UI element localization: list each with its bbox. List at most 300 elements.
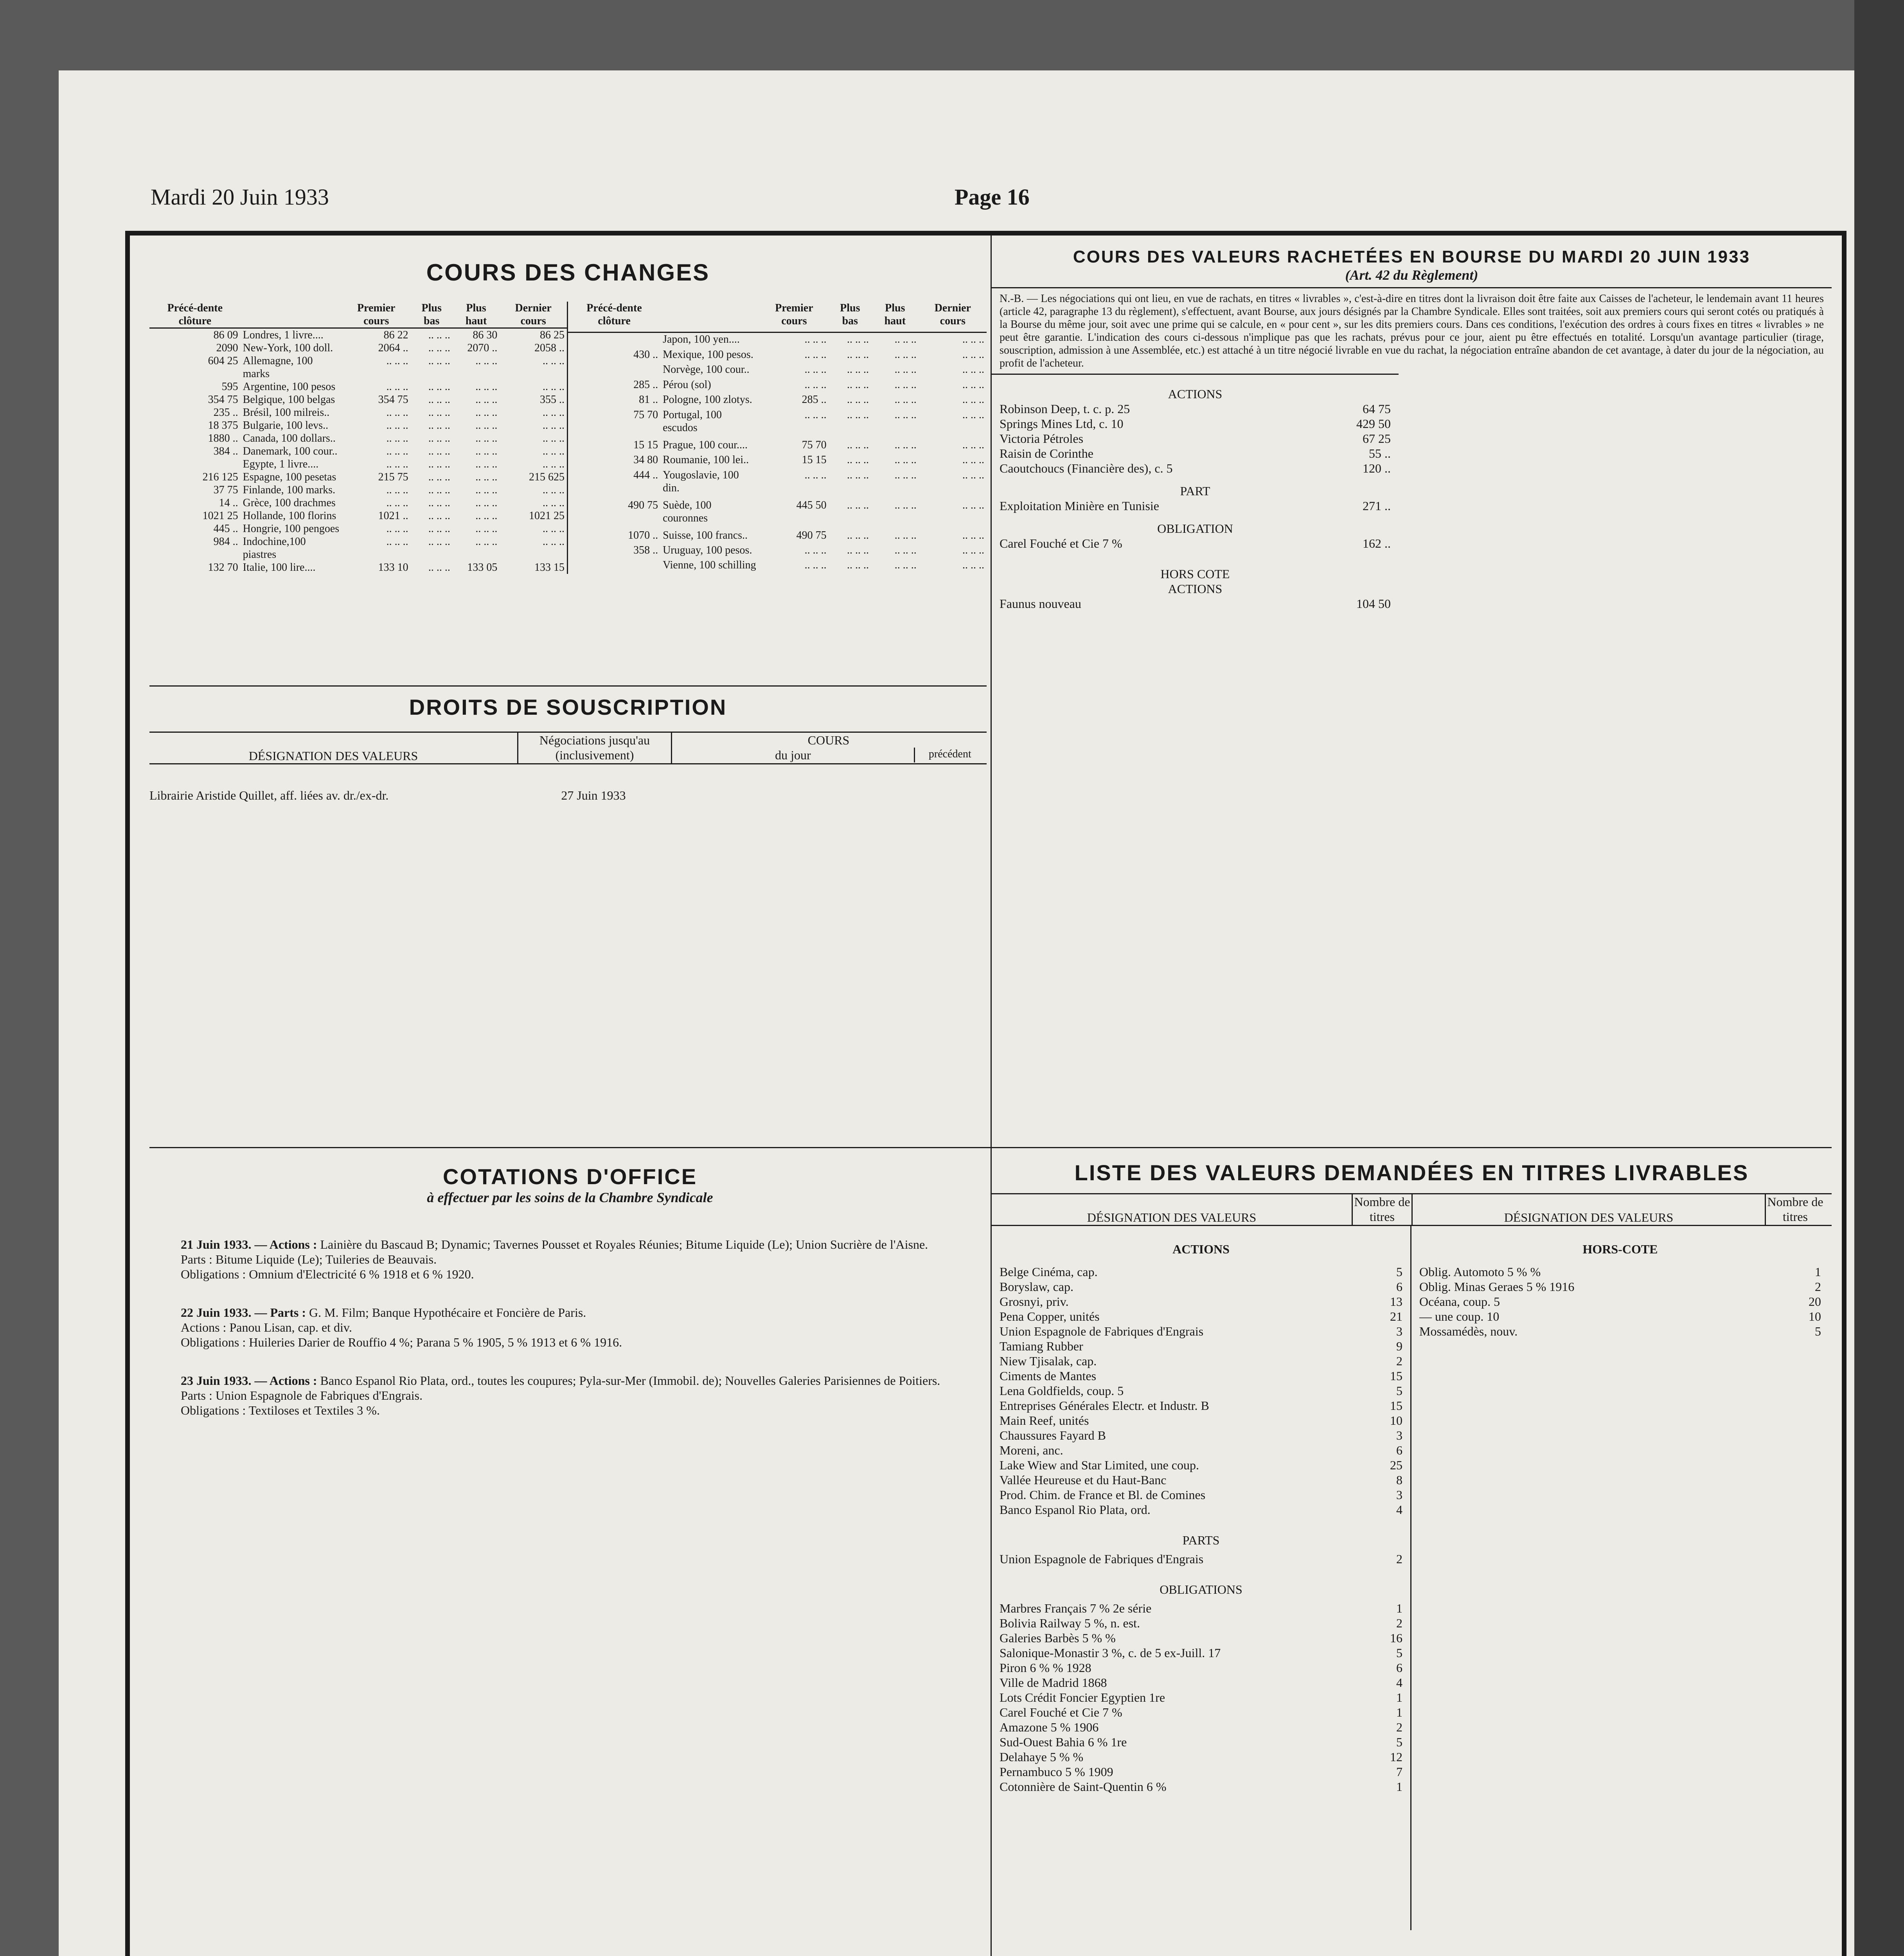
office-entry-oblig: Obligations : Omnium d'Electricité 6 % 1918 et 6 % 1920. — [181, 1267, 474, 1281]
header-date: Mardi 20 Juin 1933 — [151, 184, 329, 210]
changes-cell: .. .. .. — [475, 484, 498, 496]
changes-cell: Argentine, 100 pesos — [243, 381, 336, 393]
rachetees-action-label: Caoutchoucs (Financière des), c. 5 — [1000, 461, 1173, 475]
changes-cell: Espagne, 100 pesetas — [243, 471, 336, 483]
livrables-action-label: Moreni, anc. — [1000, 1443, 1063, 1457]
changes-cell: 2090 — [216, 342, 238, 354]
livrables-oblig-value: 2 — [1396, 1616, 1402, 1630]
changes-cell: Belgique, 100 belgas — [243, 394, 335, 406]
changes-cell: Italie, 100 lire.... — [243, 561, 316, 573]
rachetees-action-row — [1000, 431, 1391, 446]
livrables-hors-label: Oblig. Minas Geraes 5 % 1916 — [1419, 1280, 1575, 1294]
changes-col-header: Précé-dente clôture — [568, 302, 660, 333]
livrables-oblig-label: Sud-Ouest Bahia 6 % 1re — [1000, 1735, 1127, 1749]
livrables-action-value: 4 — [1396, 1503, 1402, 1517]
changes-cell: Hongrie, 100 pengoes — [243, 523, 340, 535]
livrables-actions — [1000, 1264, 1402, 1517]
changes-row — [149, 419, 568, 432]
changes-cell: 86 22 — [383, 329, 408, 341]
changes-col-header — [241, 302, 342, 328]
changes-cell: 1021 25 — [529, 510, 565, 522]
changes-cell: 285 .. — [802, 394, 827, 406]
changes-cell: Indochine,100 piastres — [243, 536, 306, 561]
livrables-body — [992, 1225, 1832, 1930]
livrables-oblig-value: 16 — [1390, 1631, 1402, 1645]
droits-col-cours — [671, 733, 985, 763]
livrables-oblig-row — [1000, 1616, 1402, 1631]
changes-cell: .. .. .. — [475, 445, 498, 457]
changes-cell: Yougoslavie, 100 din. — [663, 469, 739, 494]
rachetees-action-value: 55 .. — [1369, 446, 1391, 460]
droits-date: 27 Juin 1933 — [561, 788, 626, 802]
changes-cell: .. .. .. — [475, 471, 498, 483]
changes-cell: .. .. .. — [475, 355, 498, 367]
changes-cell: .. .. .. — [847, 394, 869, 406]
livrables-hors-row — [1419, 1264, 1821, 1279]
changes-cell: .. .. .. — [804, 378, 827, 391]
changes-cell: .. .. .. — [847, 469, 869, 481]
changes-cell: .. .. .. — [543, 484, 565, 496]
livrables-action-row — [1000, 1443, 1402, 1458]
changes-right-table — [568, 302, 987, 574]
livrables-action-label: Chaussures Fayard B — [1000, 1428, 1106, 1442]
changes-row — [149, 458, 568, 471]
changes-cell: .. .. .. — [847, 363, 869, 376]
changes-cell: .. .. .. — [847, 559, 869, 572]
livrables-oblig-label: Galeries Barbès 5 % % — [1000, 1631, 1116, 1645]
changes-cell: Suisse, 100 francs.. — [663, 529, 748, 541]
changes-cell: Pérou (sol) — [663, 378, 711, 391]
changes-cell: .. .. .. — [386, 419, 408, 431]
droits-du-jour-label: du jour — [775, 748, 811, 762]
office-entry — [181, 1373, 967, 1418]
livrables-action-label: Ciments de Mantes — [1000, 1369, 1097, 1383]
office-entry-text: G. M. Film; Banque Hypothécaire et Foncière de Paris. — [309, 1305, 586, 1320]
changes-cell: .. .. .. — [428, 484, 450, 496]
changes-section — [149, 251, 987, 681]
changes-cell: .. .. .. — [847, 348, 869, 361]
rachetees-hors-row — [1000, 596, 1391, 611]
rachetees-part-value: 271 .. — [1363, 499, 1391, 513]
rachetees-oblig-label: Carel Fouché et Cie 7 % — [1000, 536, 1122, 550]
changes-cell: .. .. .. — [847, 454, 869, 466]
livrables-action-row — [1000, 1398, 1402, 1413]
rachetees-list — [992, 374, 1399, 623]
changes-cell: 430 .. — [633, 348, 658, 361]
livrables-oblig-value: 1 — [1396, 1705, 1402, 1719]
rachetees-oblig-value: 162 .. — [1363, 536, 1391, 550]
livrables-section — [991, 1147, 1832, 1956]
livrables-col-designation-left: DÉSIGNATION DES VALEURS — [1087, 1210, 1257, 1224]
changes-cell: .. .. .. — [543, 458, 565, 470]
changes-cell: .. .. .. — [894, 408, 917, 421]
changes-cell: Prague, 100 cour.... — [663, 439, 748, 451]
changes-cell: 444 .. — [633, 469, 658, 481]
changes-cell: .. .. .. — [962, 333, 984, 346]
changes-row — [149, 522, 568, 535]
changes-cell: 34 80 — [633, 454, 658, 466]
changes-header-row — [149, 302, 568, 328]
changes-cell: 235 .. — [213, 406, 238, 419]
changes-cell: 1880 .. — [208, 432, 238, 444]
changes-row — [149, 432, 568, 445]
changes-cell: 37 75 — [213, 484, 238, 496]
rachetees-actions-label: ACTIONS — [1168, 387, 1223, 401]
changes-left-table — [149, 302, 568, 574]
changes-col-header: Plus haut — [453, 302, 500, 328]
changes-cell: 86 25 — [540, 329, 565, 341]
rachetees-hors-cote-label: HORS COTE — [1160, 567, 1230, 581]
livrables-action-value: 10 — [1390, 1413, 1402, 1427]
rachetees-part-label: PART — [1180, 484, 1210, 498]
changes-cell: .. .. .. — [962, 408, 984, 421]
rachetees-action-value: 429 50 — [1356, 417, 1391, 431]
changes-col-header — [660, 302, 759, 333]
livrables-oblig — [1000, 1601, 1402, 1794]
droits-header — [149, 732, 987, 763]
livrables-action-row — [1000, 1472, 1402, 1487]
livrables-action-label: Vallée Heureuse et du Haut-Banc — [1000, 1473, 1167, 1487]
livrables-oblig-row — [1000, 1660, 1402, 1675]
changes-row — [568, 453, 987, 468]
changes-cell: Hollande, 100 florins — [243, 510, 336, 522]
rachetees-action-value: 120 .. — [1363, 461, 1391, 475]
livrables-oblig-label: Delahaye 5 % % — [1000, 1750, 1084, 1764]
livrables-oblig-value: 5 — [1396, 1735, 1402, 1749]
livrables-action-row — [1000, 1428, 1402, 1443]
changes-cell: .. .. .. — [894, 348, 917, 361]
droits-body — [149, 763, 987, 1081]
office-entry-line — [181, 1305, 967, 1320]
changes-cell: Danemark, 100 cour.. — [243, 445, 338, 457]
changes-row — [568, 439, 987, 453]
changes-cell: .. .. .. — [543, 419, 565, 431]
changes-cell: .. .. .. — [428, 432, 450, 444]
changes-cell: Portugal, 100 escudos — [663, 408, 722, 434]
changes-cell: .. .. .. — [475, 510, 498, 522]
changes-col-header: Plus haut — [871, 302, 919, 333]
page-frame — [125, 231, 1846, 1956]
livrables-part-value: 2 — [1396, 1552, 1402, 1566]
livrables-hors-cote-label: HORS-COTE — [1582, 1242, 1658, 1256]
office-entry-text: Lainière du Bascaud B; Dynamic; Tavernes Pousset et Royales Réunies; Bitume Liquide (Le); Union Sucrière de l'Aisne. — [320, 1237, 928, 1251]
changes-cell: 490 75 — [796, 529, 827, 541]
changes-cell: .. .. .. — [847, 439, 869, 451]
changes-title: COURS DES CHANGES — [426, 259, 710, 286]
changes-cell: 445 .. — [213, 523, 238, 535]
changes-cell: .. .. .. — [962, 378, 984, 391]
changes-cell: .. .. .. — [428, 536, 450, 548]
changes-cell: Japon, 100 yen.... — [663, 333, 740, 346]
changes-cell: .. .. .. — [543, 523, 565, 535]
changes-cell: .. .. .. — [847, 499, 869, 511]
rachetees-action-value: 67 25 — [1363, 431, 1391, 446]
changes-cell: 354 75 — [378, 394, 408, 406]
livrables-action-label: Prod. Chim. de France et Bl. de Comines — [1000, 1488, 1206, 1502]
office-entry-date: 21 Juin 1933. — Actions : — [181, 1237, 317, 1251]
changes-cell: .. .. .. — [386, 432, 408, 444]
livrables-part-row — [1000, 1551, 1402, 1566]
livrables-hors-row — [1419, 1294, 1821, 1309]
changes-cell: .. .. .. — [428, 561, 450, 573]
rachetees-title: COURS DES VALEURS RACHETÉES EN BOURSE DU MARDI 20 JUIN 1933 — [1073, 247, 1751, 266]
changes-row — [149, 406, 568, 419]
changes-cell: .. .. .. — [804, 408, 827, 421]
livrables-action-row — [1000, 1354, 1402, 1368]
livrables-hors-row — [1419, 1309, 1821, 1324]
livrables-action-value: 2 — [1396, 1354, 1402, 1368]
changes-row — [149, 342, 568, 354]
office-entry-date: 22 Juin 1933. — Parts : — [181, 1305, 306, 1320]
droits-cours-label: COURS — [807, 733, 850, 747]
livrables-action-value: 15 — [1390, 1369, 1402, 1383]
changes-cell: .. .. .. — [847, 378, 869, 391]
changes-cell: 445 50 — [796, 499, 827, 511]
livrables-part-label: Union Espagnole de Fabriques d'Engrais — [1000, 1552, 1204, 1566]
livrables-oblig-label: Marbres Français 7 % 2e série — [1000, 1601, 1152, 1615]
livrables-action-row — [1000, 1502, 1402, 1517]
changes-cell: 75 70 — [633, 408, 658, 421]
changes-cell: .. .. .. — [543, 445, 565, 457]
livrables-hors-label: Mossamédès, nouv. — [1419, 1324, 1518, 1338]
rachetees-action-label: Robinson Deep, t. c. p. 25 — [1000, 402, 1130, 416]
livrables-left — [992, 1226, 1410, 1930]
changes-cell: .. .. .. — [543, 381, 565, 393]
changes-cell: .. .. .. — [543, 432, 565, 444]
changes-cell: Allemagne, 100 marks — [243, 355, 313, 380]
changes-cell: 2058 .. — [534, 342, 565, 354]
changes-cell: Vienne, 100 schilling — [663, 559, 756, 572]
changes-row — [568, 393, 987, 408]
changes-cell: 1021 25 — [202, 510, 238, 522]
changes-cell: .. .. .. — [475, 458, 498, 470]
changes-row — [568, 378, 987, 393]
livrables-action-row — [1000, 1279, 1402, 1294]
livrables-hors-row — [1419, 1279, 1821, 1294]
changes-cell: .. .. .. — [894, 499, 917, 511]
changes-cell: 2064 .. — [378, 342, 408, 354]
changes-row — [149, 380, 568, 393]
livrables-action-value: 6 — [1396, 1280, 1402, 1294]
changes-cell: 215 625 — [529, 471, 565, 483]
rachetees-action-value: 64 75 — [1363, 402, 1391, 416]
rachetees-oblig — [1000, 536, 1391, 551]
livrables-action-label: Belge Cinéma, cap. — [1000, 1265, 1098, 1279]
changes-cell: .. .. .. — [847, 408, 869, 421]
office-subtitle: à effectuer par les soins de la Chambre Syndicale — [427, 1190, 713, 1205]
changes-cell: .. .. .. — [804, 348, 827, 361]
livrables-action-row — [1000, 1339, 1402, 1354]
office-entry-parts: Parts : Bitume Liquide (Le); Tuileries de Beauvais. — [181, 1252, 437, 1266]
droits-precedent-label: précédent — [914, 748, 985, 762]
livrables-oblig-row — [1000, 1631, 1402, 1645]
livrables-action-value: 13 — [1390, 1294, 1402, 1309]
changes-row — [149, 393, 568, 406]
changes-cell: .. .. .. — [428, 510, 450, 522]
changes-row — [568, 499, 987, 529]
changes-cell: .. .. .. — [962, 454, 984, 466]
changes-cell: .. .. .. — [475, 536, 498, 548]
changes-cell: .. .. .. — [894, 454, 917, 466]
rachetees-action-row — [1000, 416, 1391, 431]
droits-designation: Librairie Aristide Quillet, aff. liées av. dr./ex-dr. — [149, 788, 389, 802]
livrables-action-row — [1000, 1309, 1402, 1324]
livrables-oblig-row — [1000, 1601, 1402, 1616]
rachetees-part — [1000, 498, 1391, 513]
livrables-col-designation-right: DÉSIGNATION DES VALEURS — [1411, 1194, 1765, 1225]
changes-cell: .. .. .. — [543, 406, 565, 419]
livrables-hors-label: — une coup. 10 — [1419, 1309, 1499, 1323]
livrables-action-label: Banco Espanol Rio Plata, ord. — [1000, 1503, 1151, 1517]
livrables-hors-value: 1 — [1815, 1265, 1821, 1279]
changes-cell: 15 15 — [633, 439, 658, 451]
livrables-header — [992, 1193, 1832, 1225]
livrables-action-label: Lena Goldfields, coup. 5 — [1000, 1384, 1124, 1398]
livrables-action-label: Grosnyi, priv. — [1000, 1294, 1069, 1309]
changes-cell: .. .. .. — [475, 381, 498, 393]
changes-cell: .. .. .. — [428, 445, 450, 457]
livrables-hors-value: 10 — [1809, 1309, 1821, 1323]
office-entry-oblig: Obligations : Textiloses et Textiles 3 %. — [181, 1403, 380, 1417]
livrables-oblig-value: 12 — [1390, 1750, 1402, 1764]
changes-cell: .. .. .. — [962, 499, 984, 511]
changes-cell: .. .. .. — [894, 544, 917, 556]
livrables-oblig-row — [1000, 1779, 1402, 1794]
livrables-oblig-label: Lots Crédit Foncier Egyptien 1re — [1000, 1690, 1165, 1704]
changes-cell: .. .. .. — [804, 333, 827, 346]
livrables-oblig-value: 2 — [1396, 1720, 1402, 1734]
livrables-oblig-value: 5 — [1396, 1646, 1402, 1660]
rachetees-action-row — [1000, 446, 1391, 461]
changes-cell: 1070 .. — [628, 529, 658, 541]
rachetees-actions — [1000, 401, 1391, 476]
changes-cell: .. .. .. — [894, 529, 917, 541]
livrables-action-value: 21 — [1390, 1309, 1402, 1323]
livrables-oblig-row — [1000, 1764, 1402, 1779]
changes-cell: .. .. .. — [804, 559, 827, 572]
changes-cell: .. .. .. — [475, 523, 498, 535]
livrables-hors-label: Océana, coup. 5 — [1419, 1294, 1500, 1309]
droits-section — [149, 685, 987, 1135]
rachetees-hors-value: 104 50 — [1356, 597, 1391, 611]
changes-cell: Canada, 100 dollars.. — [243, 432, 336, 444]
changes-cell: Roumanie, 100 lei.. — [663, 454, 749, 466]
livrables-parts — [1000, 1551, 1402, 1566]
changes-cell: .. .. .. — [475, 432, 498, 444]
rachetees-note: N.-B. — Les négociations qui ont lieu, en vue de rachats, en titres « livrables », c'est-à-dire en titres dont la livraison doit être faite aux Caisses de l'acheteur, le lendemain avant 11 heures (article 42, paragraphe 13 du règlement), s'effectuent, avant Bourse, aux jours désignés par la Chambre Syndicale. Elles sont traitées, soit aux premiers cours qui seront cotés ou pratiqués à la Bourse du même jour, soit avec une prime qui se calcule, en « pour cent », sur les dits premiers cours. Dans ces conditions, l'exécution des ordres à cours fixes en titres « livrables » ne peut être garantie. L'indication des cours ci-dessous n'implique pas que les rachats, prévus pour ce jour, aient pu être effectués en totalité. Lorsqu'un avantage particulier (tirage, souscription, admission à une Assemblée, etc.) est attaché à un titre négocié livrable en vue du rachat, la négociation entraîne abandon de cet avantage, à dater du jour de la négociation, au profit de l'acheteur. — [992, 287, 1832, 374]
livrables-oblig-row — [1000, 1720, 1402, 1735]
rachetees-hors — [1000, 596, 1391, 611]
changes-header-row — [568, 302, 987, 333]
changes-cell: 133 05 — [467, 561, 498, 573]
changes-row — [149, 535, 568, 561]
changes-cell: .. .. .. — [386, 536, 408, 548]
livrables-action-row — [1000, 1294, 1402, 1309]
changes-row — [568, 544, 987, 559]
livrables-action-value: 25 — [1390, 1458, 1402, 1472]
changes-row — [568, 469, 987, 499]
livrables-action-value: 15 — [1390, 1399, 1402, 1413]
changes-row — [568, 333, 987, 348]
changes-cell — [568, 559, 660, 574]
rachetees-action-row — [1000, 461, 1391, 476]
changes-cell: 75 70 — [802, 439, 827, 451]
rachetees-action-label: Springs Mines Ltd, c. 10 — [1000, 417, 1124, 431]
office-entry-parts: Parts : Union Espagnole de Fabriques d'Engrais. — [181, 1388, 423, 1402]
changes-cell: .. .. .. — [962, 394, 984, 406]
changes-col-header: Premier cours — [342, 302, 411, 328]
livrables-oblig-label: Pernambuco 5 % 1909 — [1000, 1765, 1113, 1779]
changes-cell: 984 .. — [213, 536, 238, 548]
livrables-action-label: Entreprises Générales Electr. et Industr. B — [1000, 1399, 1209, 1413]
changes-cell: 355 .. — [540, 394, 565, 406]
changes-cell: .. .. .. — [847, 544, 869, 556]
changes-cell: .. .. .. — [475, 406, 498, 419]
livrables-action-value: 3 — [1396, 1324, 1402, 1338]
changes-cell: .. .. .. — [386, 484, 408, 496]
changes-row — [568, 363, 987, 378]
changes-cell: Grèce, 100 drachmes — [243, 497, 336, 509]
livrables-action-row — [1000, 1487, 1402, 1502]
rachetees-subtitle: (Art. 42 du Règlement) — [1345, 267, 1478, 283]
droits-title: DROITS DE SOUSCRIPTION — [409, 695, 727, 719]
rachetees-part-row — [1000, 498, 1391, 513]
changes-cell: .. .. .. — [962, 544, 984, 556]
livrables-oblig-value: 1 — [1396, 1601, 1402, 1615]
changes-cell: .. .. .. — [962, 439, 984, 451]
livrables-oblig-value: 7 — [1396, 1765, 1402, 1779]
livrables-action-value: 5 — [1396, 1265, 1402, 1279]
scan-edge — [1854, 0, 1904, 1956]
livrables-parts-label: PARTS — [1182, 1533, 1220, 1547]
livrables-action-row — [1000, 1383, 1402, 1398]
changes-cell: .. .. .. — [428, 381, 450, 393]
changes-row — [149, 471, 568, 484]
changes-cell: .. .. .. — [847, 333, 869, 346]
livrables-oblig-row — [1000, 1705, 1402, 1720]
changes-cell: .. .. .. — [894, 469, 917, 481]
livrables-oblig-value: 1 — [1396, 1780, 1402, 1794]
changes-cell: .. .. .. — [894, 333, 917, 346]
office-entry-oblig: Obligations : Huileries Darier de Rouffio 4 %; Parana 5 % 1905, 5 % 1913 et 6 % 1916. — [181, 1335, 622, 1349]
changes-cell: .. .. .. — [475, 497, 498, 509]
changes-col-header: Plus bas — [411, 302, 453, 328]
changes-cell: .. .. .. — [475, 394, 498, 406]
rachetees-action-label: Victoria Pétroles — [1000, 431, 1084, 446]
livrables-hors-value: 20 — [1809, 1294, 1821, 1309]
office-entry-date: 23 Juin 1933. — Actions : — [181, 1374, 317, 1388]
livrables-hors — [1419, 1264, 1821, 1339]
livrables-oblig-row — [1000, 1749, 1402, 1764]
changes-tables — [149, 302, 987, 574]
changes-cell — [568, 363, 660, 378]
changes-cell: 14 .. — [219, 497, 238, 509]
livrables-oblig-label: OBLIGATIONS — [1160, 1582, 1242, 1596]
changes-cell: 133 15 — [534, 561, 565, 573]
livrables-hors-row — [1419, 1324, 1821, 1339]
livrables-action-row — [1000, 1413, 1402, 1428]
changes-cell: Suède, 100 couronnes — [663, 499, 712, 524]
changes-cell: .. .. .. — [962, 363, 984, 376]
livrables-oblig-value: 6 — [1396, 1661, 1402, 1675]
changes-cell: .. .. .. — [428, 406, 450, 419]
changes-cell: 1021 .. — [378, 510, 408, 522]
livrables-action-value: 5 — [1396, 1384, 1402, 1398]
livrables-action-label: Tamiang Rubber — [1000, 1339, 1083, 1353]
changes-row — [568, 559, 987, 574]
rachetees-action-label: Raisin de Corinthe — [1000, 446, 1093, 460]
livrables-action-value: 6 — [1396, 1443, 1402, 1457]
